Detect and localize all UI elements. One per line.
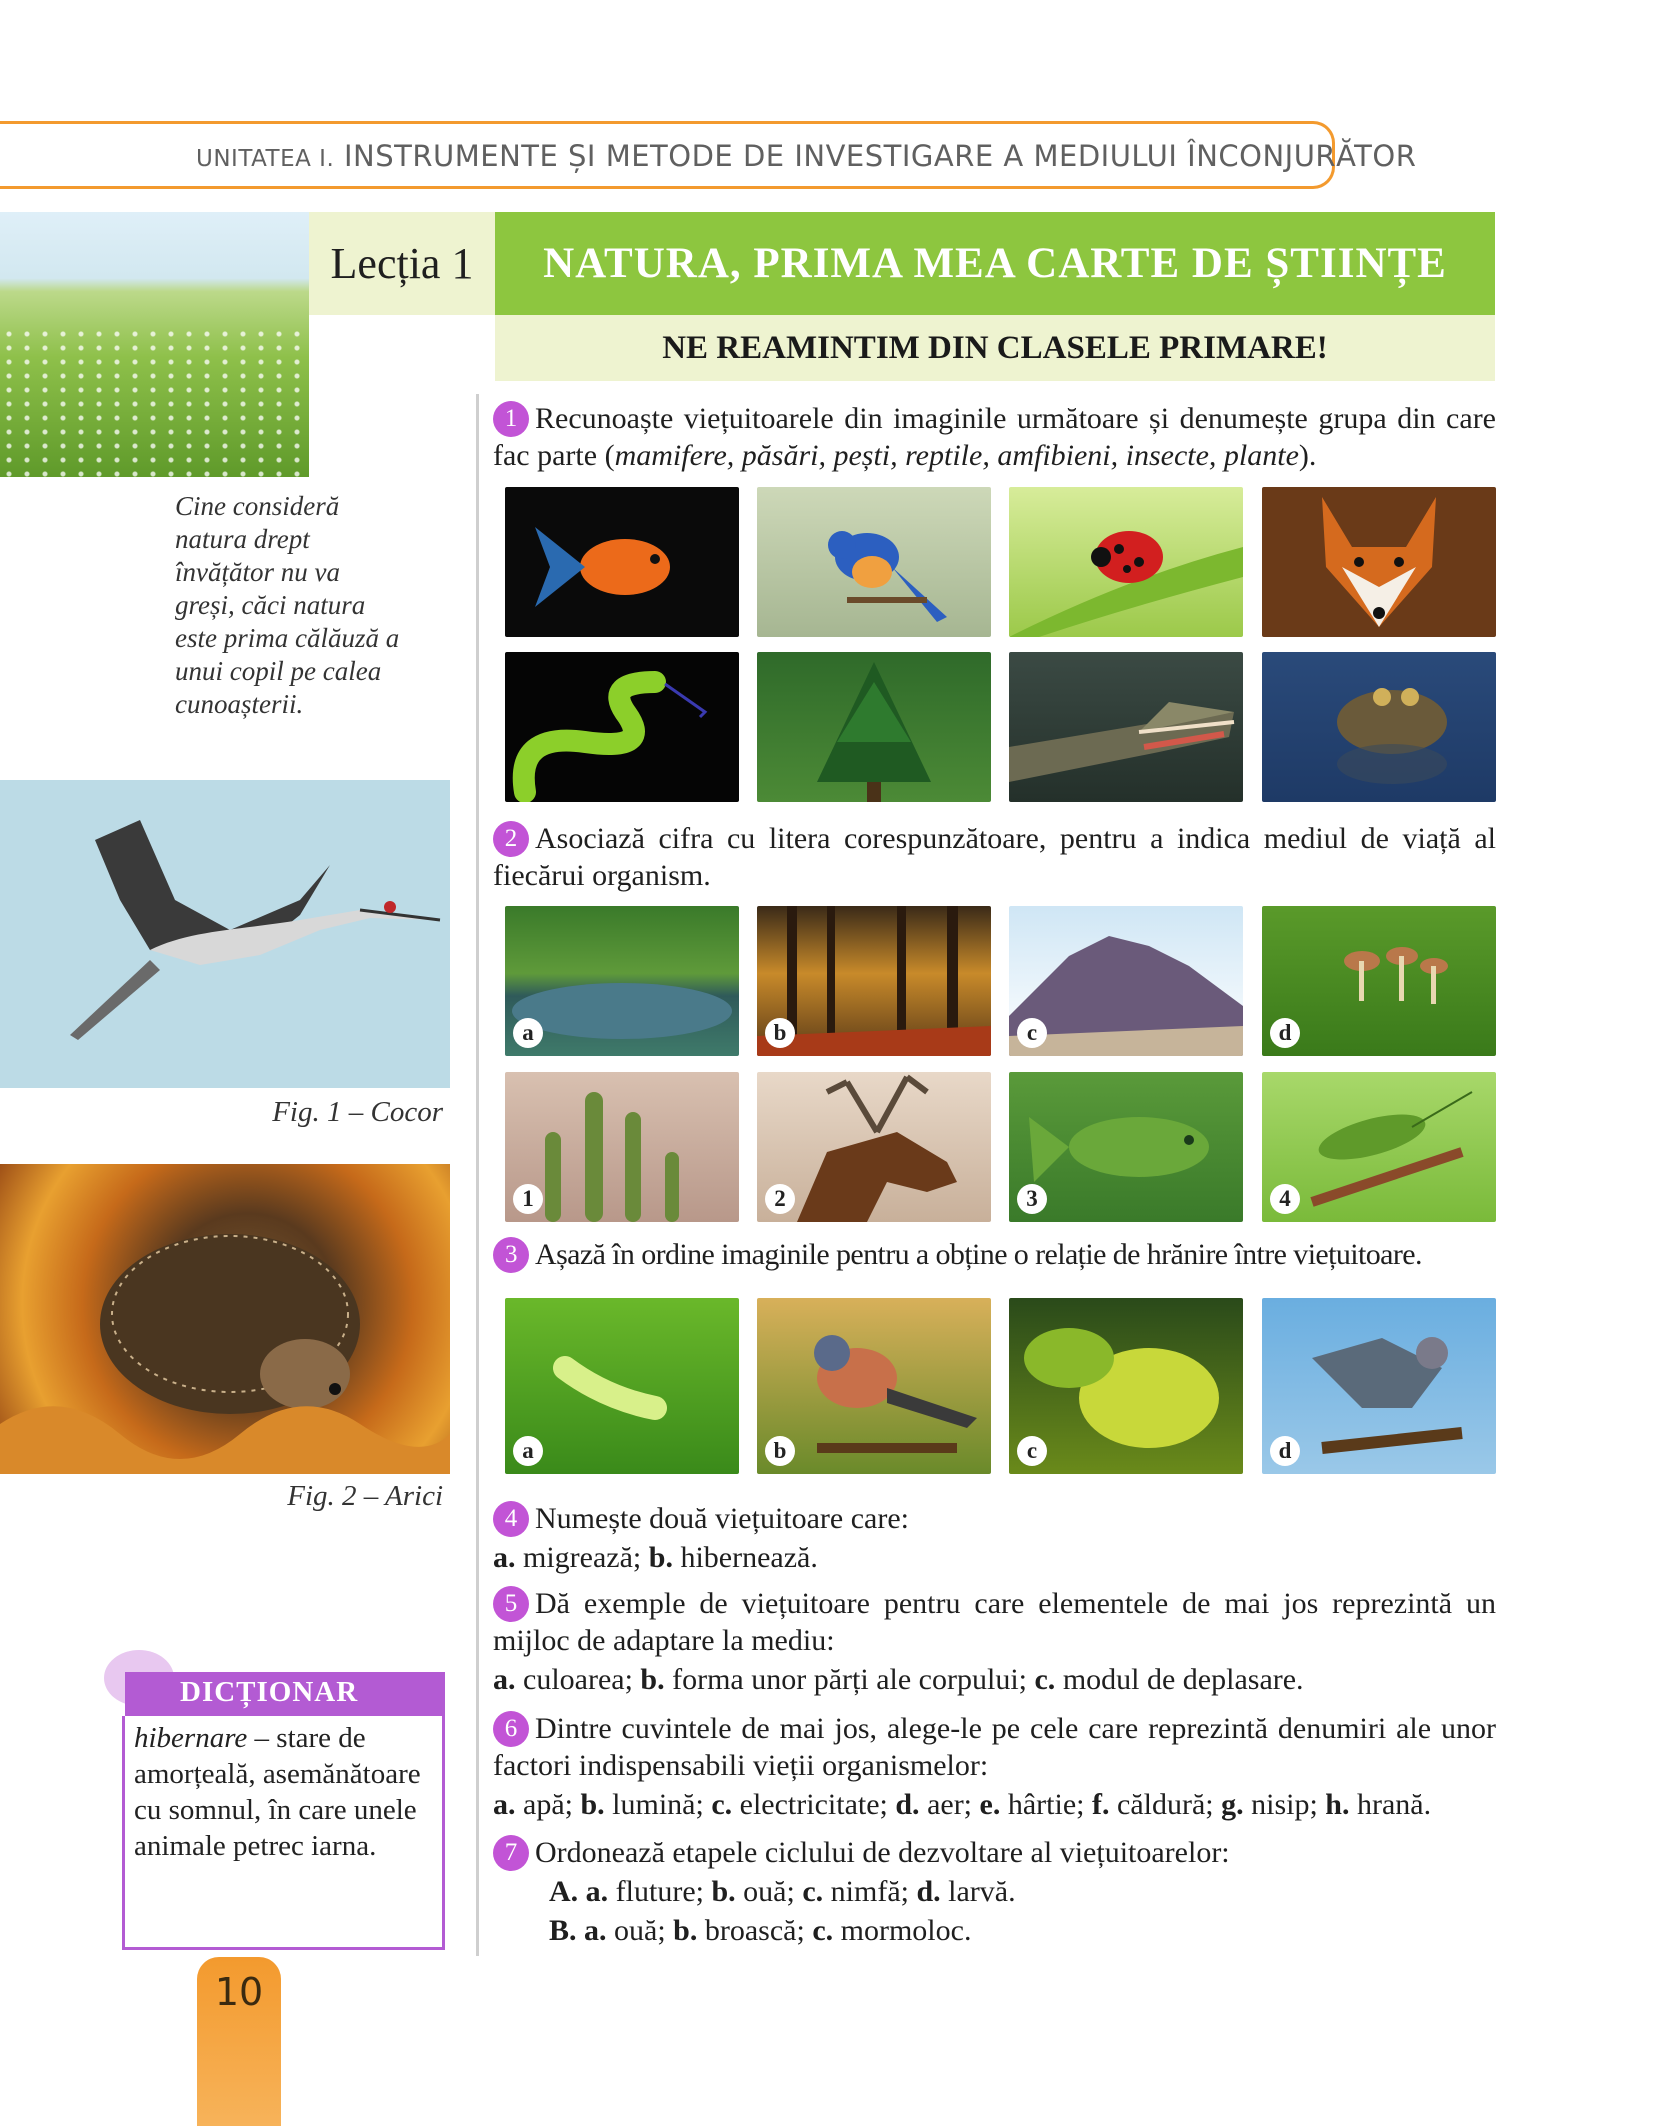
exercise-2-text: Asociază cifra cu litera corespunzătoare, pentru a indica mediul de viață al fiecărui organism. (493, 822, 1496, 892)
option-label: a. (585, 1875, 609, 1908)
image-cactus (505, 1072, 739, 1222)
option-text: electricitate; (732, 1788, 888, 1821)
fig1-caption: Fig. 1 – Cocor (272, 1096, 443, 1128)
food-chain-badge: b (765, 1436, 795, 1466)
option-label: a. (493, 1788, 516, 1821)
snake-icon (505, 652, 739, 802)
crane-icon (0, 780, 450, 1088)
exercise-number: 4 (493, 1501, 529, 1537)
group-label: B. (549, 1914, 577, 1947)
exercise-3 (493, 1236, 1503, 1273)
unit-header (196, 139, 1416, 173)
image-frog (1262, 652, 1496, 802)
option-text: căldură; (1109, 1788, 1214, 1821)
lesson-subtitle: NE REAMINTIM DIN CLASELE PRIMARE! (662, 330, 1328, 366)
image-lake (505, 906, 739, 1056)
image-finch (757, 1298, 991, 1474)
image-deer (757, 1072, 991, 1222)
option-text: hibernează. (672, 1541, 818, 1574)
crane-photo (0, 780, 450, 1088)
option-text: migrează; (515, 1541, 642, 1574)
option-text: nisip; (1243, 1788, 1318, 1821)
option-label: a. (584, 1914, 607, 1947)
option-label: h. (1325, 1788, 1350, 1821)
option-text: ouă; (606, 1914, 666, 1947)
image-bluebird (757, 487, 991, 637)
option-label: c. (812, 1914, 834, 1947)
option-label: c. (1034, 1663, 1056, 1696)
fig2-caption: Fig. 2 – Arici (287, 1480, 443, 1512)
habitat-badge: a (513, 1018, 543, 1048)
image-fish (1009, 1072, 1243, 1222)
unit-prefix: UNITATEA I. (196, 146, 335, 172)
sidebar-quote: Cine consideră natura drept învățător nu va greși, căci natura este prima călăuză a unui copil pe calea cunoașterii. (175, 491, 400, 719)
exercise-6 (493, 1710, 1496, 1823)
option-text: nimfă; (823, 1875, 909, 1908)
frog-icon (1262, 652, 1496, 802)
image-forest (757, 906, 991, 1056)
option-label: d. (895, 1788, 920, 1821)
image-fir (757, 652, 991, 802)
column-divider (476, 394, 479, 1956)
dictionary-definition-text: – stare de amorțeală, asemănătoare cu somnul, în care unele animale petrec iarna. (134, 1722, 421, 1862)
option-text: apă; (515, 1788, 573, 1821)
exercise-7 (493, 1834, 1496, 1949)
exercise-1 (493, 400, 1496, 474)
food-chain-badge: a (513, 1436, 543, 1466)
image-crocodile (1009, 652, 1243, 802)
food-chain-badge: d (1270, 1436, 1300, 1466)
option-text: forma unor părți ale corpului; (664, 1663, 1027, 1696)
option-text: fluture; (608, 1875, 704, 1908)
option-label: d. (916, 1875, 941, 1908)
option-label: b. (640, 1663, 665, 1696)
exercise-2 (493, 820, 1496, 894)
lesson-title: NATURA, PRIMA MEA CARTE DE ȘTIINȚE (543, 240, 1447, 287)
crocodile-icon (1009, 652, 1243, 802)
option-label: b. (711, 1875, 736, 1908)
option-text: hârtie; (1000, 1788, 1085, 1821)
option-text: culoarea; (515, 1663, 633, 1696)
exercise-4-text: Numește două viețuitoare care: (535, 1502, 910, 1535)
exercise-number: 7 (493, 1835, 529, 1871)
image-leaves (1009, 1298, 1243, 1474)
organism-badge: 3 (1017, 1184, 1047, 1214)
option-text: broască; (697, 1914, 805, 1947)
bird-icon (757, 487, 991, 637)
organism-badge: 4 (1270, 1184, 1300, 1214)
image-snake (505, 652, 739, 802)
habitat-badge: c (1017, 1018, 1047, 1048)
option-label: a. (493, 1663, 516, 1696)
page-number: 10 (214, 1970, 264, 2014)
exercise-5 (493, 1585, 1496, 1698)
fox-icon (1262, 487, 1496, 637)
option-label: g. (1221, 1788, 1244, 1821)
option-label: f. (1092, 1788, 1110, 1821)
exercise-5-text: Dă exemple de viețuitoare pentru care elementele de mai jos reprezintă un mijloc de adaptare la mediu: (493, 1587, 1496, 1657)
hedgehog-icon (0, 1164, 450, 1474)
exercise-number: 3 (493, 1237, 529, 1273)
habitat-badge: d (1270, 1018, 1300, 1048)
option-label: e. (979, 1788, 1001, 1821)
exercise-number: 6 (493, 1711, 529, 1747)
option-text: larvă. (940, 1875, 1016, 1908)
dictionary-term: hibernare (134, 1722, 248, 1754)
ladybug-icon (1009, 487, 1243, 637)
exercise-1-text-end: ). (1298, 439, 1317, 472)
image-mountain (1009, 906, 1243, 1056)
exercise-7-text: Ordonează etapele ciclului de dezvoltare al viețuitoarelor: (535, 1836, 1230, 1869)
exercise-1-categories: mamifere, păsări, pești, reptile, amfibieni, insecte, plante (614, 439, 1299, 472)
exercise-number: 1 (493, 401, 529, 437)
fir-tree-icon (757, 652, 991, 802)
option-text: aer; (919, 1788, 973, 1821)
exercise-6-text: Dintre cuvintele de mai jos, alege-le pe cele care reprezintă denumiri ale unor factori indispensabili vieții organismelor: (493, 1712, 1496, 1782)
image-ladybug (1009, 487, 1243, 637)
option-label: b. (648, 1541, 673, 1574)
goldfish-icon (505, 487, 739, 637)
option-text: mormoloc. (833, 1914, 972, 1947)
dictionary-heading: DICȚIONAR (180, 1676, 359, 1708)
option-label: c. (802, 1875, 824, 1908)
habitat-badge: b (765, 1018, 795, 1048)
image-hawk (1262, 1298, 1496, 1474)
lesson-label: Lecția 1 (330, 239, 474, 288)
organism-badge: 2 (765, 1184, 795, 1214)
image-mushrooms (1262, 906, 1496, 1056)
image-caterpillar (505, 1298, 739, 1474)
image-fox (1262, 487, 1496, 637)
group-label: A. (549, 1875, 579, 1908)
image-grasshopper (1262, 1072, 1496, 1222)
meadow-photo (0, 212, 309, 477)
exercise-number: 5 (493, 1586, 529, 1622)
dictionary-definition (134, 1720, 434, 1864)
option-text: lumină; (604, 1788, 704, 1821)
option-text: modul de deplasare. (1055, 1663, 1304, 1696)
organism-badge: 1 (513, 1184, 543, 1214)
option-label: b. (580, 1788, 605, 1821)
option-text: ouă; (735, 1875, 795, 1908)
exercise-number: 2 (493, 821, 529, 857)
option-label: b. (673, 1914, 698, 1947)
exercise-3-text: Așază în ordine imaginile pentru a obține o relație de hrănire între viețuitoare. (535, 1238, 1422, 1271)
image-goldfish (505, 487, 739, 637)
hedgehog-photo (0, 1164, 450, 1474)
option-label: c. (711, 1788, 733, 1821)
option-text: hrană. (1349, 1788, 1432, 1821)
unit-title: INSTRUMENTE ȘI METODE DE INVESTIGARE A MEDIULUI ÎNCONJURĂTOR (343, 139, 1417, 173)
exercise-1-text: Recunoaște viețuitoarele din imaginile următoare și denumește grupa din care fac parte ( (493, 402, 1496, 472)
option-label: a. (493, 1541, 516, 1574)
exercise-4 (493, 1500, 1496, 1576)
food-chain-badge: c (1017, 1436, 1047, 1466)
